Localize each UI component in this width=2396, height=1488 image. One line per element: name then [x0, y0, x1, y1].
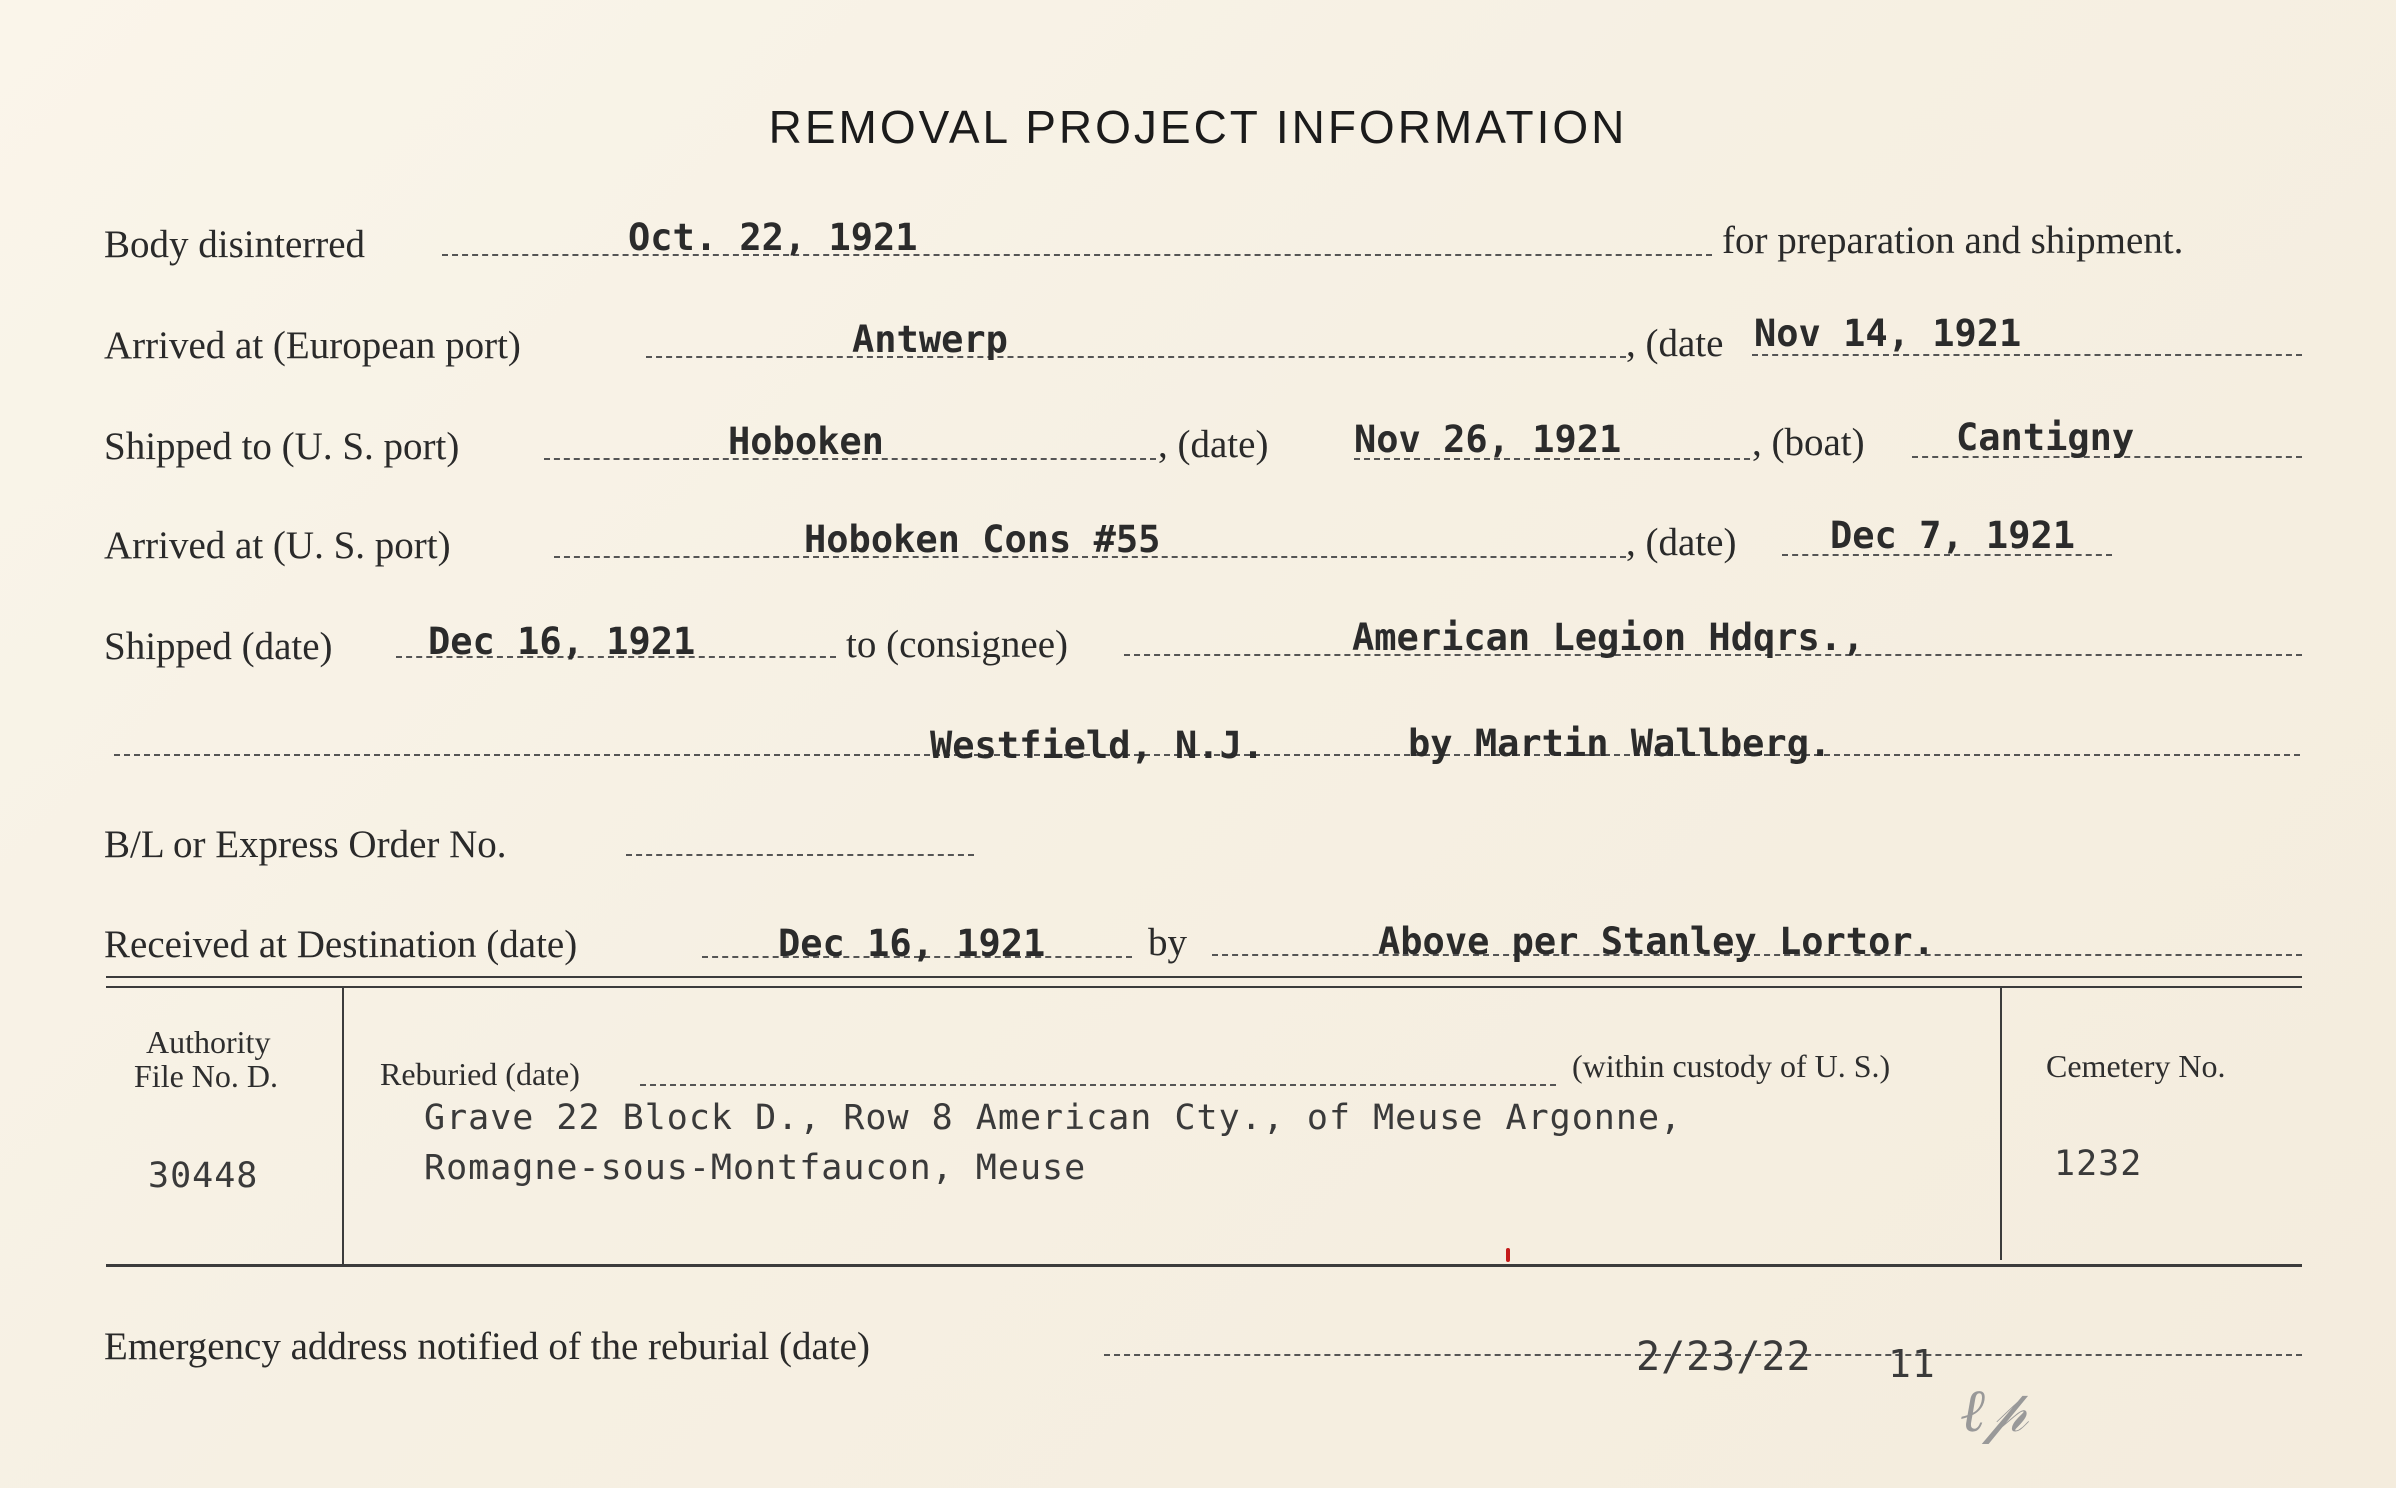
eu-port-date-label: , (date	[1626, 322, 1724, 365]
arrived-us-label: Arrived at (U. S. port)	[104, 524, 451, 567]
cemetery-label: Cemetery No.	[2046, 1048, 2226, 1084]
shipped-us-boat-label: , (boat)	[1752, 421, 1865, 464]
grave-line-1: Grave 22 Block D., Row 8 American Cty., of Meuse Argonne,	[424, 1098, 1683, 1138]
eu-port-date-value: Nov 14, 1921	[1754, 312, 2022, 355]
received-label: Received at Destination (date)	[104, 923, 578, 966]
table-divider-right	[2000, 988, 2002, 1260]
authority-value: 30448	[148, 1156, 259, 1196]
table-top-rule-1	[106, 976, 2302, 978]
bl-label: B/L or Express Order No.	[104, 823, 507, 866]
consignee-label: to (consignee)	[846, 623, 1069, 666]
bl-line	[626, 854, 974, 856]
received-value: Dec 16, 1921	[778, 922, 1046, 965]
red-tick-icon	[1506, 1248, 1510, 1262]
shipped-us-date-value: Nov 26, 1921	[1354, 418, 1622, 461]
shipped-us-date-label: , (date)	[1158, 423, 1269, 466]
disinterred-value: Oct. 22, 1921	[628, 216, 918, 259]
received-by-value: Above per Stanley Lortor.	[1378, 920, 1935, 963]
emergency-value: 2/23/22	[1636, 1334, 1812, 1380]
consignee-city: Westfield, N.J.	[930, 724, 1265, 767]
disinterred-suffix: for preparation and shipment.	[1722, 219, 2184, 262]
reburied-line	[640, 1084, 1556, 1086]
disinterred-label: Body disinterred	[104, 223, 366, 266]
emergency-label: Emergency address notified of the reburial (date)	[104, 1325, 870, 1368]
shipped-us-label: Shipped to (U. S. port)	[104, 425, 460, 468]
cemetery-value: 1232	[2054, 1144, 2143, 1184]
arrived-us-date-label: , (date)	[1626, 521, 1737, 564]
form-title: REMOVAL PROJECT INFORMATION	[768, 101, 1628, 153]
shipped-date-label: Shipped (date)	[104, 625, 333, 668]
table-divider-left	[342, 988, 344, 1266]
grave-line-2: Romagne-sous-Montfaucon, Meuse	[424, 1148, 1087, 1188]
consignee-value: American Legion Hdqrs.,	[1352, 616, 1865, 659]
table-top-rule-2	[106, 986, 2302, 988]
shipped-us-boat-value: Cantigny	[1956, 416, 2135, 459]
handwritten-initials-icon: ℓ𝓅	[1960, 1376, 2028, 1446]
received-by-label: by	[1148, 921, 1187, 964]
shipped-us-value: Hoboken	[728, 420, 884, 463]
arrived-us-date-value: Dec 7, 1921	[1830, 514, 2076, 557]
custody-label: (within custody of U. S.)	[1572, 1048, 1891, 1084]
eu-port-value: Antwerp	[852, 318, 1008, 361]
arrived-us-value: Hoboken Cons #55	[804, 518, 1161, 561]
authority-label-1: Authority	[146, 1024, 271, 1060]
eu-port-label: Arrived at (European port)	[104, 324, 521, 367]
consignee-by: by Martin Wallberg.	[1408, 722, 1832, 765]
authority-label-2: File No. D.	[134, 1058, 278, 1094]
emergency-note: 11	[1888, 1342, 1936, 1386]
reburied-label: Reburied (date)	[380, 1056, 580, 1092]
eu-port-line	[646, 356, 1626, 358]
shipped-date-value: Dec 16, 1921	[428, 620, 696, 663]
table-bottom-rule	[106, 1264, 2302, 1267]
